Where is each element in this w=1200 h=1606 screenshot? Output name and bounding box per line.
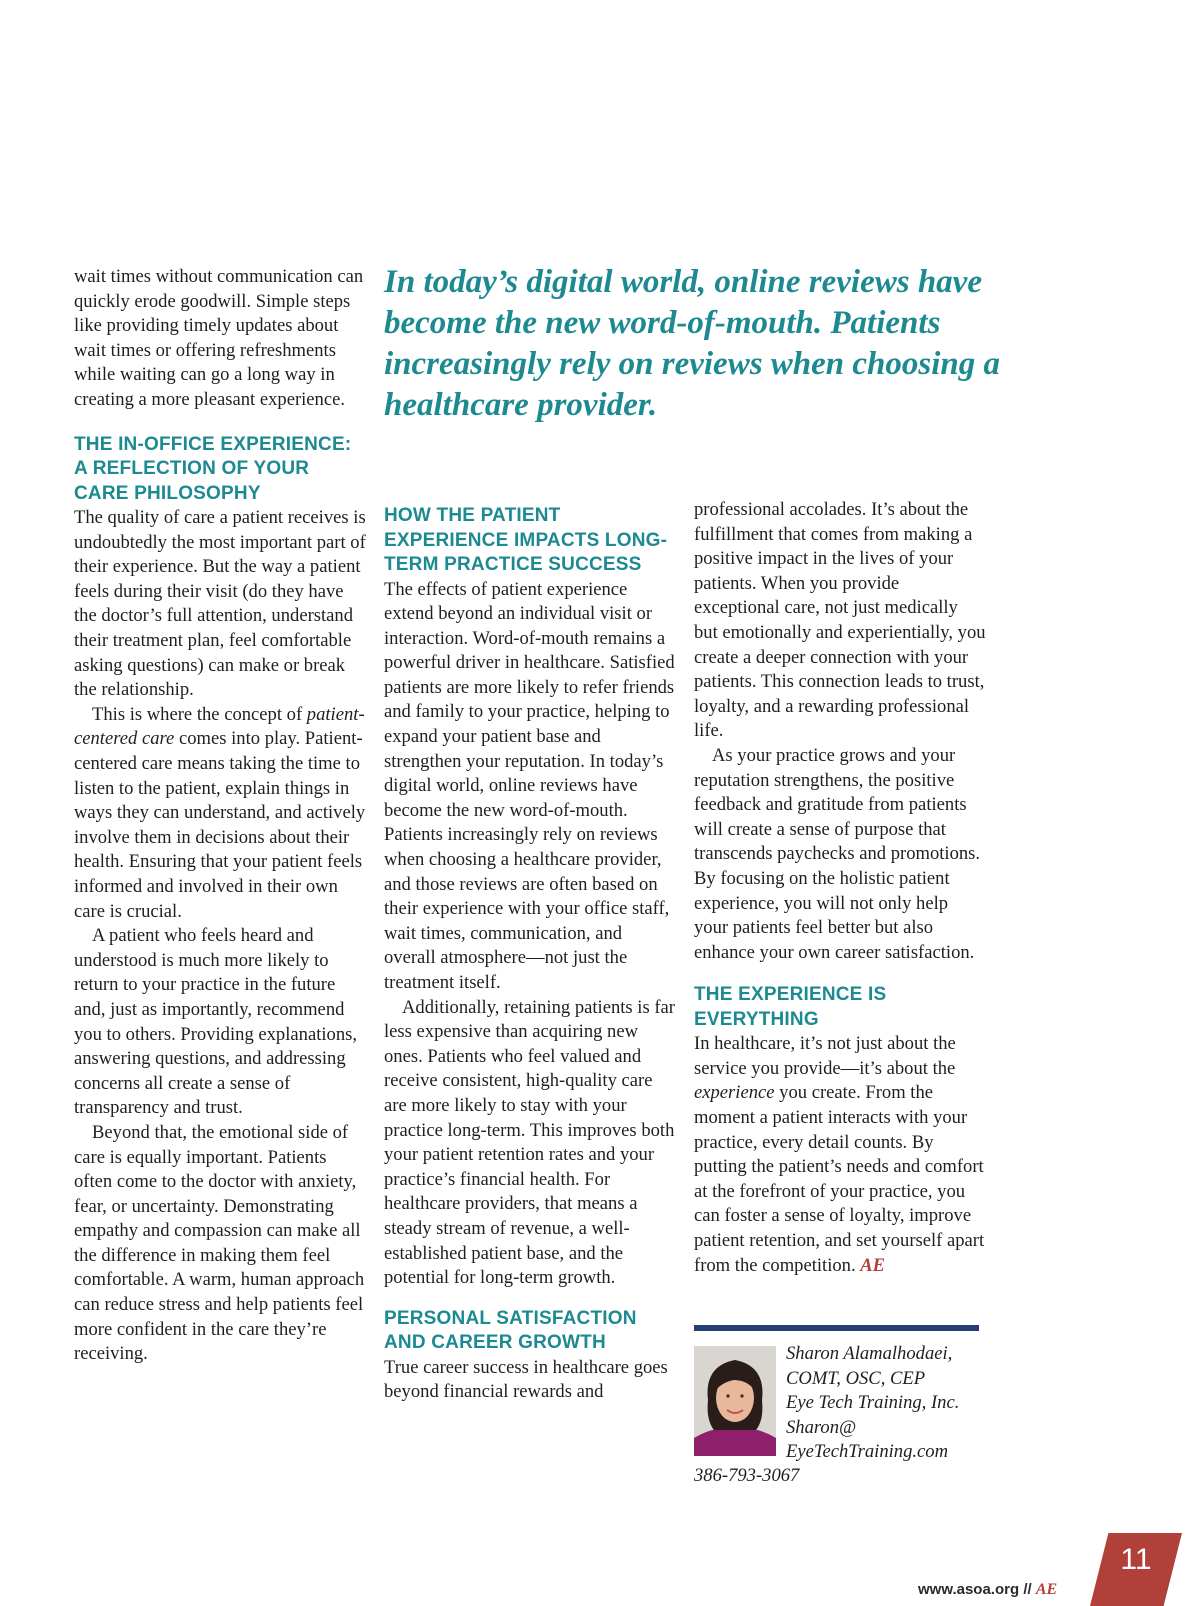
section-heading: THE EXPERIENCE IS EVERYTHING — [694, 984, 887, 1030]
magazine-mark: AE — [1035, 1581, 1058, 1598]
paragraph: The effects of patient experience extend beyond an individual visit or interaction. Word-of-mouth remains a powerful driver in healthcare. Satisfied patients are more likely to refer friends and family to your practice, helping to expand your patient base and strengthen your reputation. In today’s digital world, online reviews have become the new word-of-mouth. Patients increasingly rely on reviews when choosing a healthcare provider, and those reviews are often based on their experience with your office staff, wait times, communication, and overall atmosphere—not just the treatment itself. — [384, 578, 675, 993]
author-info — [786, 1342, 996, 1465]
emphasis: experience — [694, 1082, 775, 1104]
column-2 — [384, 504, 676, 1405]
paragraph: wait times without communication can quickly erode goodwill. Simple steps like providing timely updates about wait times or offering refreshments while waiting can go a long way in creating a more pleasant experience. — [74, 266, 364, 410]
section-heading: THE IN-OFFICE EXPERIENCE: A REFLECTION OF YOUR CARE PHILOSOPHY — [74, 433, 352, 504]
column-1 — [74, 265, 366, 1367]
author-photo — [694, 1346, 776, 1456]
emphasis: patient-centered care — [74, 703, 365, 750]
author-divider — [694, 1325, 979, 1331]
section-heading: PERSONAL SATISFACTION AND CAREER GROWTH — [384, 1307, 637, 1354]
paragraph: The quality of care a patient receives is undoubtedly the most important part of their experience. But the way a patient feels during their visit (do they have the doctor’s full attention, understand their treatment plan, feel comfortable asking questions) can make or break the relationship. — [74, 507, 366, 701]
paragraph: professional accolades. It’s about the fulfillment that comes from making a positive impact in the lives of your patients. When you provide exceptional care, not just medically but emotionally and experientially, you create a deeper connection with your patients. This connection leads to trust, loyalty, and a rewarding professional life. — [694, 499, 986, 742]
end-mark: AE — [860, 1254, 886, 1276]
footer-url — [918, 1581, 1057, 1599]
paragraph: A patient who feels heard and understood is much more likely to return to your practice in the future and, just as importantly, recommend you to others. Providing explanations, answering questions, and addressing concerns all create a sense of transparency and trust. — [74, 925, 358, 1119]
paragraph: Additionally, retaining patients is far less expensive than acquiring new ones. Patients who feel valued and receive consistent, high-quality care are more likely to stay with your practice long-term. This improves both your patient retention rates and your practice’s financial health. For healthcare providers, that means a steady stream of revenue, a well-established patient base, and the potential for long-term growth. — [384, 996, 675, 1289]
author-email-line2: EyeTechTraining.com — [786, 1441, 948, 1463]
paragraph: Beyond that, the emotional side of care is equally important. Patients often come to the doctor with anxiety, fear, or uncertainty. Demonstrating empathy and compassion can make all the difference in making them feel comfortable. A warm, human approach can reduce stress and help patients feel more confident in the care they’re receiving. — [74, 1121, 365, 1365]
page-number: 11 — [1120, 1543, 1152, 1576]
pull-quote: In today’s digital world, online reviews have become the new word-of-mouth. Patients increasingly rely on reviews when choosing a healthcare provider. — [384, 264, 1001, 423]
author-phone: 386-793-3067 — [694, 1465, 800, 1486]
site-url: www.asoa.org — [918, 1581, 1020, 1598]
paragraph: In healthcare, it’s not just about the service you provide—it’s about the experience you create. From the moment a patient interacts with your practice, every detail counts. By putting the patient’s needs and comfort at the forefront of your practice, you can foster a sense of loyalty, improve patient retention, and set yourself apart from the competition. AE — [694, 1033, 985, 1276]
author-email-line1: Sharon@ — [786, 1416, 857, 1438]
column-3 — [694, 498, 986, 1278]
author-name: Sharon Alamalhodaei, — [786, 1343, 953, 1364]
author-credentials: COMT, OSC, CEP — [786, 1367, 926, 1389]
author-company: Eye Tech Training, Inc. — [786, 1392, 960, 1414]
section-heading: HOW THE PATIENT EXPERIENCE IMPACTS LONG-TERM PRACTICE SUCCESS — [384, 505, 668, 575]
paragraph: As your practice grows and your reputation strengthens, the positive feedback and gratitude from patients will create a sense of purpose that transcends paychecks and promotions. By focusing on the holistic patient experience, you will not only help your patients feel better but also enhance your own career satisfaction. — [694, 744, 981, 963]
paragraph: True career success in healthcare goes beyond financial rewards and — [384, 1356, 668, 1403]
footer-separator: // — [1023, 1581, 1032, 1598]
paragraph: This is where the concept of patient-centered care comes into play. Patient-centered care means taking the time to listen to the patient, explain things in ways they can understand, and actively involve them in decisions about their health. Ensuring that your patient feels informed and involved in their own care is crucial. — [74, 703, 366, 922]
